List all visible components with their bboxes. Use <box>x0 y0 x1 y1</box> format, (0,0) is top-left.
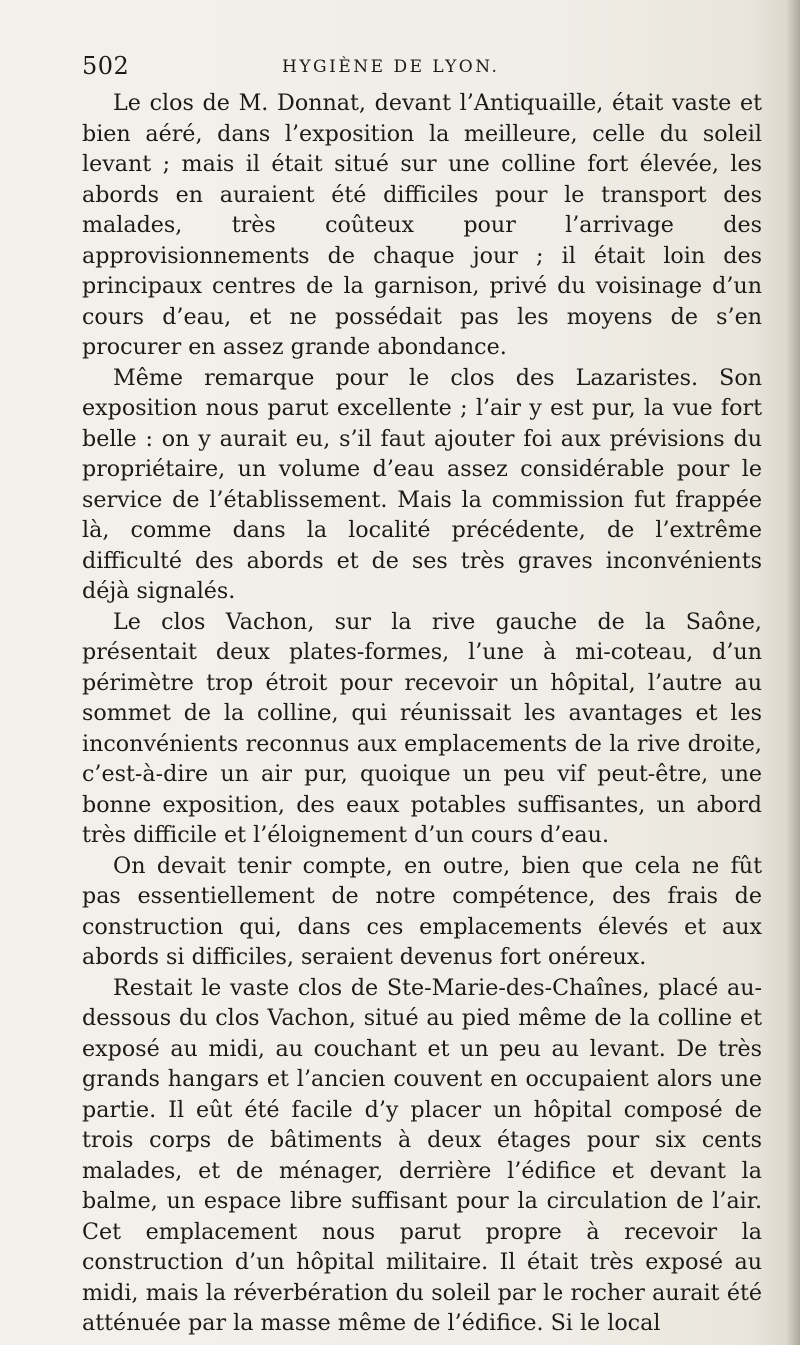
page-header <box>82 52 722 86</box>
body-text <box>82 88 762 1339</box>
paragraph-lazaristes: Même remarque pour le clos des Lazaristes. Son exposition nous parut excellente ; l’air y est pur, la vue fort belle : on y aurait eu, s’il faut ajouter foi aux prévisions du propriétaire, un volume d’eau assez considérable pour le service de l’établissement. Mais la commission fut frappée là, comme dans la localité précédente, de l’extrême difficulté des abords et de ses très graves inconvénients déjà signalés. <box>82 364 762 604</box>
running-title: HYGIÈNE DE LYON. <box>282 57 500 77</box>
paragraph-vachon: Le clos Vachon, sur la rive gauche de la Saône, présentait deux plates-formes, l’une à mi-coteau, d’un périmètre trop étroit pour recevoir un hôpital, l’autre au sommet de la colline, qui réunissait les avantages et les inconvénients reconnus aux emplacements de la rive droite, c’est-à-dire un air pur, quoique un peu vif peut-être, une bonne exposition, des eaux potables suffisantes, un abord très difficile et l’éloignement d’un cours d’eau. <box>82 608 762 848</box>
paragraph-costs: On devait tenir compte, en outre, bien que cela ne fût pas essentiellement de notre compétence, des frais de construction qui, dans ces emplacements élevés et aux abords si difficiles, seraient devenus fort onéreux. <box>82 852 762 970</box>
page-edge-shadow <box>786 0 800 1345</box>
page-number: 502 <box>82 52 130 80</box>
paragraph-donnat: Le clos de M. Donnat, devant l’Antiquaille, était vaste et bien aéré, dans l’exposition la meilleure, celle du soleil levant ; mais il était situé sur une colline fort élevée, les abords en auraient été difficiles pour le transport des malades, très coûteux pour l’arrivage des approvisionnements de chaque jour ; il était loin des principaux centres de la garnison, privé du voisinage d’un cours d’eau, et ne possédait pas les moyens de s’en procurer en assez grande abondance. <box>82 90 762 360</box>
paragraph-sainte-marie: Restait le vaste clos de Ste-Marie-des-Chaînes, placé au-dessous du clos Vachon, situé au pied même de la colline et exposé au midi, au couchant et un peu au levant. De très grands hangars et l’ancien couvent en occupaient alors une partie. Il eût été facile d’y placer un hôpital composé de trois corps de bâtiments à deux étages pour six cents malades, et de ménager, derrière l’édifice et devant la balme, un espace libre suffisant pour la circulation de l’air. Cet emplacement nous parut propre à recevoir la construction d’un hôpital militaire. Il était très exposé au midi, mais la réverbération du soleil par le rocher aurait été atténuée par la masse même de l’édifice. Si le local <box>82 974 762 1336</box>
